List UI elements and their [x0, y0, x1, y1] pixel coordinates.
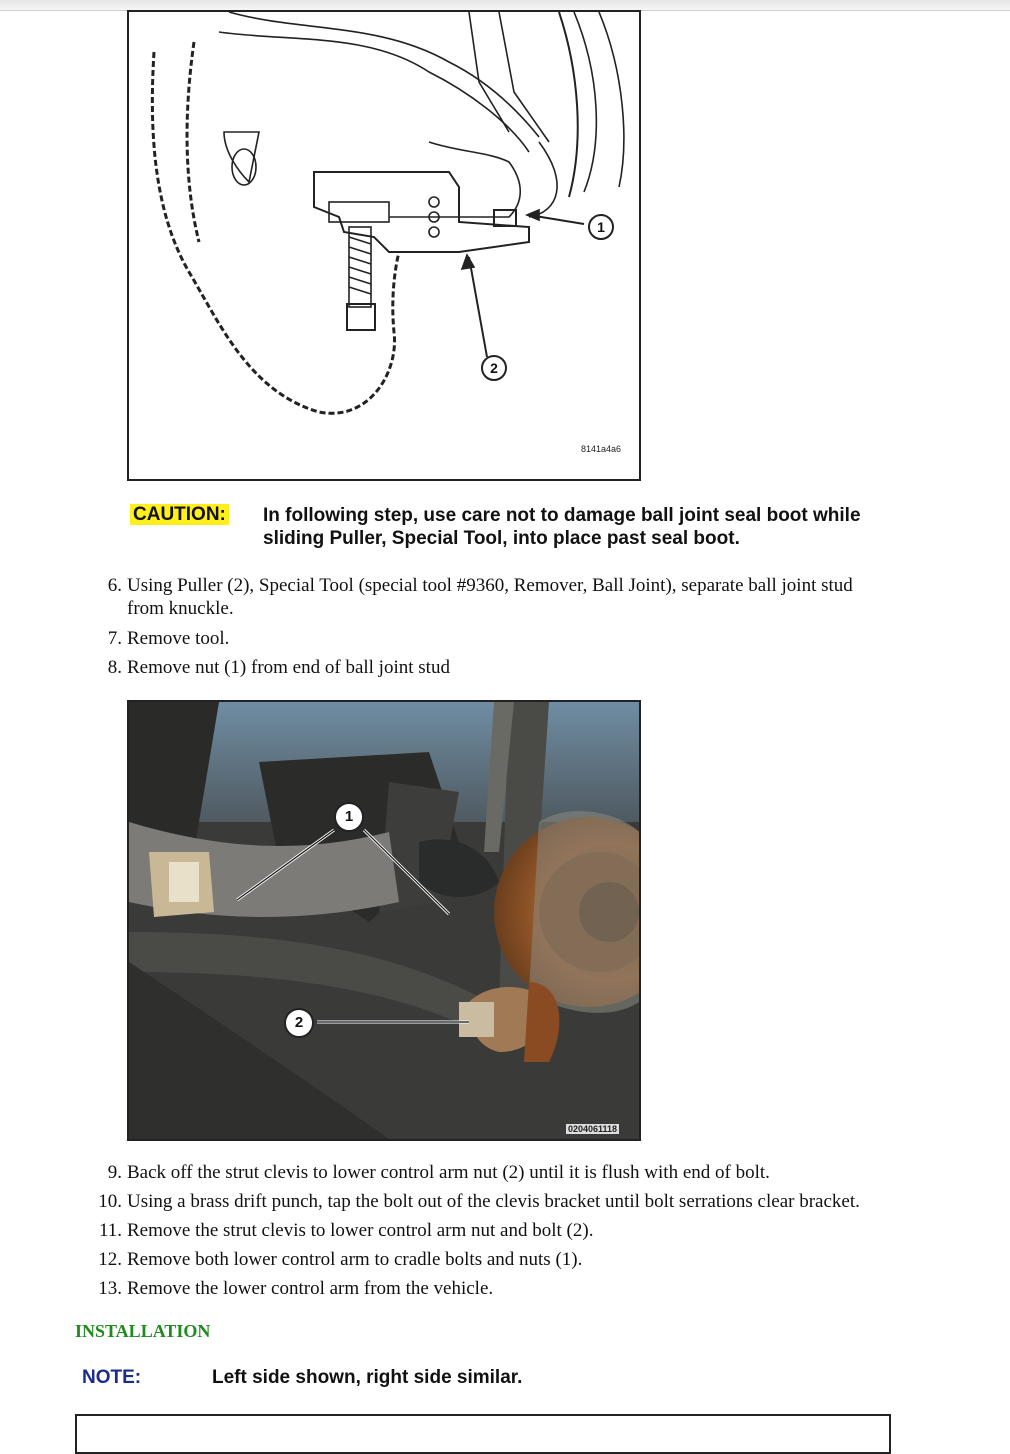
step-number: 9. — [107, 1162, 122, 1183]
caution-block — [130, 504, 930, 554]
step-text: Remove nut (1) from end of ball joint stud — [127, 657, 450, 678]
figure2-callout-1: 1 — [334, 802, 364, 832]
figure2-code: 0204061118 — [568, 1124, 618, 1134]
figure1-callout-1: 1 — [588, 214, 614, 240]
step-number: 10. — [98, 1191, 122, 1212]
caution-line-1: In following step, use care not to damage ball joint seal boot while — [263, 505, 861, 526]
step-text-continued: from knuckle. — [127, 598, 234, 619]
step-number: 11. — [98, 1220, 122, 1241]
step-text: Back off the strut clevis to lower control arm nut (2) until it is flush with end of bolt. — [127, 1162, 770, 1183]
note-text: Left side shown, right side similar. — [212, 1367, 523, 1388]
step-text: Remove the lower control arm from the vehicle. — [127, 1278, 494, 1299]
step-text: Using Puller (2), Special Tool (special tool #9360, Remover, Ball Joint), separate ball joint stud — [127, 575, 853, 596]
caution-label: CAUTION: — [130, 504, 229, 525]
installation-heading: INSTALLATION — [75, 1321, 211, 1341]
figure-ball-joint-puller — [127, 10, 641, 481]
step-text: Remove tool. — [127, 628, 230, 649]
step-number: 13. — [98, 1278, 122, 1299]
puller-drawing — [129, 12, 639, 479]
figure1-code: 8141a4a6 — [581, 444, 622, 454]
step-number: 6. — [107, 575, 122, 596]
note-label: NOTE: — [82, 1367, 142, 1388]
figure2-callout-2: 2 — [284, 1008, 314, 1038]
step-number: 7. — [107, 628, 122, 649]
step-text: Remove both lower control arm to cradle bolts and nuts (1). — [127, 1249, 583, 1270]
figure1-callout-2: 2 — [481, 355, 507, 381]
figure-lower-control-arm-photo — [127, 700, 641, 1141]
step-number: 12. — [98, 1249, 122, 1270]
caution-text — [263, 504, 861, 550]
figure-next-partial — [75, 1414, 891, 1454]
control-arm-photo — [129, 702, 639, 1139]
step-text: Using a brass drift punch, tap the bolt out of the clevis bracket until bolt serrations clear bracket. — [127, 1191, 860, 1212]
step-text: Remove the strut clevis to lower control arm nut and bolt (2). — [127, 1220, 594, 1241]
step-number: 8. — [107, 657, 122, 678]
caution-line-2: sliding Puller, Special Tool, into place past seal boot. — [263, 528, 740, 549]
